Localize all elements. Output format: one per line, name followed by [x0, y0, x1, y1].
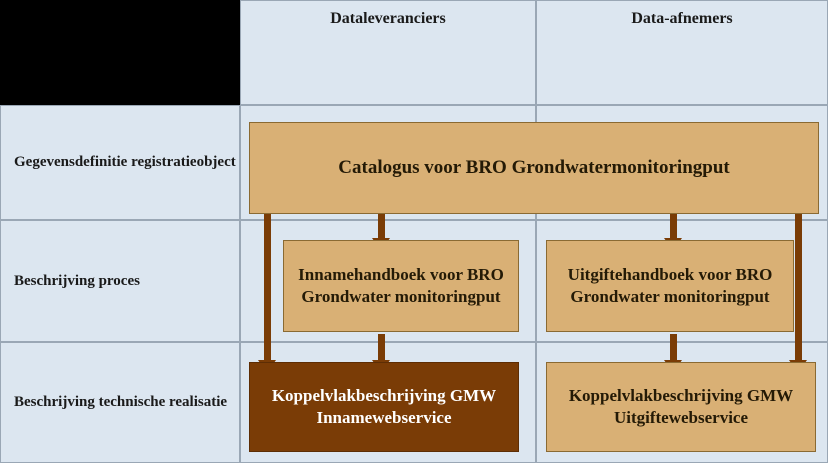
row-label-proces — [0, 220, 240, 342]
row-label-text: Beschrijving proces — [14, 272, 140, 289]
column-header-data-afnemers — [536, 0, 828, 105]
row-label-text: Gegevensdefinitie registratieobject — [14, 154, 236, 171]
box-catalogus[interactable] — [249, 122, 819, 214]
arrow-line-catalogus-to-uitgifte-koppelvlak — [795, 212, 802, 364]
row-label-text: Beschrijving technische realisatie — [14, 394, 228, 411]
box-uitgiftehandboek[interactable] — [546, 240, 794, 332]
arrow-line-catalogus-to-inname-koppelvlak — [264, 212, 271, 364]
row-label-gegevensdefinitie — [0, 105, 240, 220]
box-uitgiftehandboek-label: Uitgiftehandboek voor BRO Grondwater monitoringput — [567, 264, 773, 306]
column-header-label: Data-afnemers — [631, 10, 733, 27]
box-innamehandboek-label: Innamehandboek voor BRO Grondwater monitoringput — [298, 264, 504, 306]
column-header-label: Dataleveranciers — [330, 10, 446, 27]
column-header-dataleveranciers — [240, 0, 536, 105]
row-label-realisatie — [0, 342, 240, 463]
corner-cell — [0, 0, 240, 105]
box-gmw-innamewebservice[interactable] — [249, 362, 519, 452]
box-innamehandboek[interactable] — [283, 240, 519, 332]
box-catalogus-label: Catalogus voor BRO Grondwatermonitoringput — [338, 156, 730, 178]
box-gmw-innamewebservice-label: Koppelvlakbeschrijving GMW Innamewebservice — [271, 385, 497, 427]
box-gmw-uitgiftewebservice[interactable] — [546, 362, 816, 452]
box-gmw-uitgiftewebservice-label: Koppelvlakbeschrijving GMW Uitgiftewebservice — [568, 385, 794, 427]
